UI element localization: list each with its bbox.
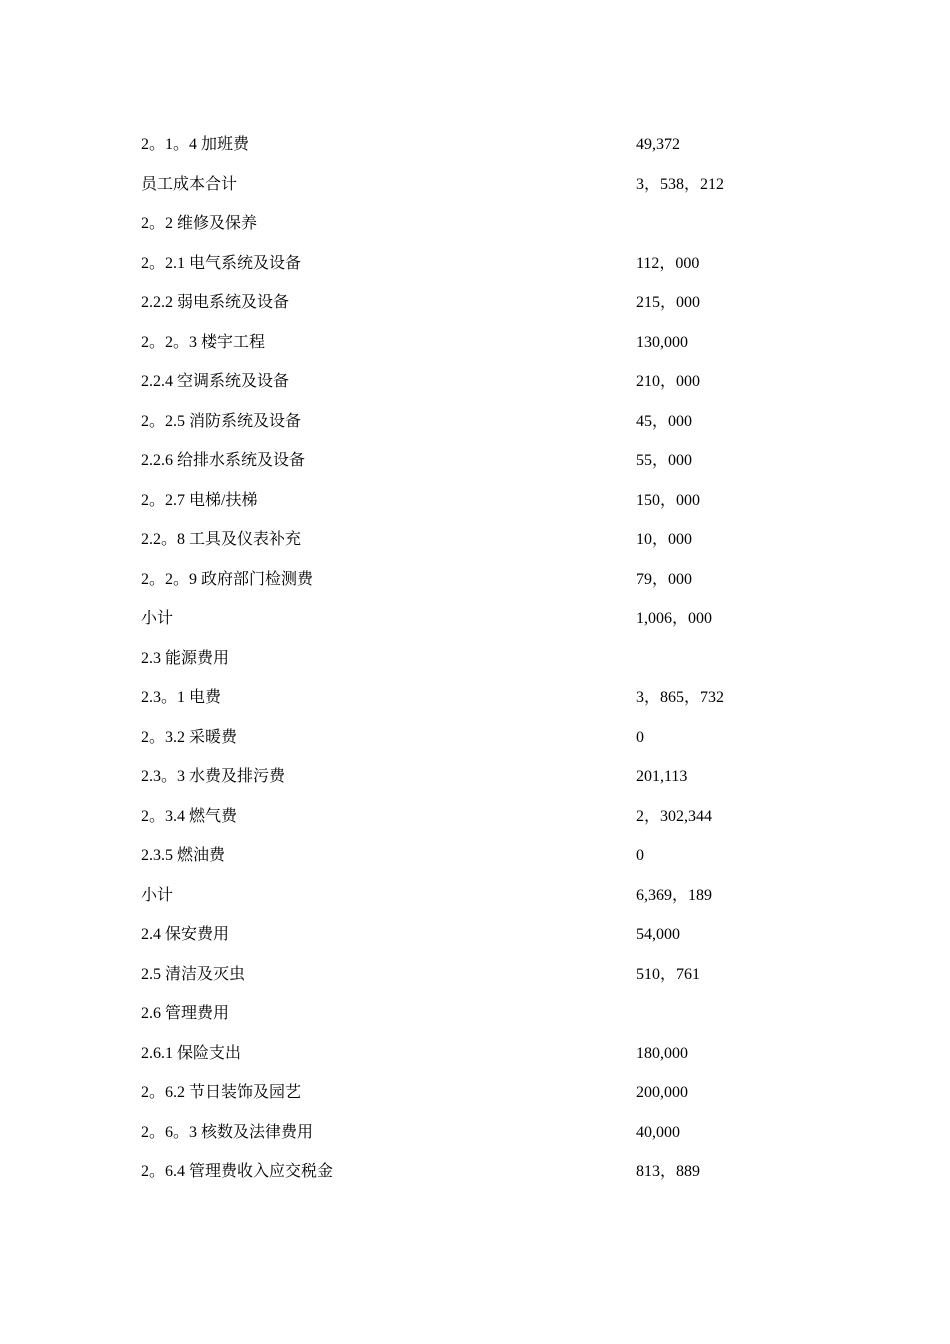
- row-label: 2.2.2 弱电系统及设备: [141, 294, 290, 311]
- row-label: 2.5 清洁及灭虫: [141, 965, 246, 983]
- row-value: 813，889: [636, 1163, 701, 1180]
- table-row: [141, 560, 821, 600]
- row-label: 2.2.4 空调系统及设备: [141, 373, 290, 390]
- row-value: 200,000: [636, 1084, 688, 1101]
- row-label: 2。2。9 政府部门检测费: [141, 570, 314, 588]
- row-label: 2.3.5 燃油费: [141, 847, 226, 864]
- row-label: 2。3.2 采暖费: [141, 728, 238, 746]
- row-label: 2。3.4 燃气费: [141, 807, 238, 825]
- table-row: [141, 876, 821, 916]
- row-value: 130,000: [636, 333, 688, 351]
- table-row: [141, 718, 821, 758]
- row-label: 2。1。4 加班费: [141, 136, 250, 153]
- table-row: [141, 481, 821, 521]
- table-row: [141, 836, 821, 876]
- row-value: 3，538，212: [636, 175, 725, 193]
- row-label: 2。2 维修及保养: [141, 215, 258, 232]
- table-row: [141, 678, 821, 718]
- row-value: 45，000: [636, 412, 693, 430]
- table-row: [141, 639, 821, 679]
- row-value: 510，761: [636, 965, 701, 983]
- row-label: 2。2.7 电梯/扶梯: [141, 491, 258, 509]
- row-value: 150，000: [636, 491, 701, 509]
- row-value: 112，000: [636, 254, 700, 272]
- table-row: [141, 283, 821, 323]
- row-label: 小计: [141, 886, 174, 904]
- table-row: [141, 955, 821, 995]
- row-label: 2.6 管理费用: [141, 1005, 230, 1022]
- row-label: 2。6。3 核数及法律费用: [141, 1123, 314, 1141]
- row-value: 0: [636, 728, 644, 746]
- row-label: 2。6.4 管理费收入应交税金: [141, 1163, 334, 1180]
- row-label: 2.3。3 水费及排污费: [141, 768, 286, 785]
- row-label: 2.2。8 工具及仪表补充: [141, 531, 302, 548]
- table-row: [141, 165, 821, 205]
- table-row: [141, 402, 821, 442]
- row-value: 180,000: [636, 1044, 688, 1062]
- row-value: 6,369，189: [636, 886, 713, 904]
- row-value: 201,113: [636, 768, 688, 785]
- row-value: 10，000: [636, 531, 693, 548]
- table-row: [141, 797, 821, 837]
- table-row: [141, 1034, 821, 1074]
- row-value: 40,000: [636, 1123, 680, 1141]
- row-value: 54,000: [636, 926, 680, 943]
- row-value: 1,006，000: [636, 610, 713, 627]
- table-row: [141, 915, 821, 955]
- row-label: 2。2.5 消防系统及设备: [141, 412, 302, 430]
- table-row: [141, 204, 821, 244]
- table-row: [141, 599, 821, 639]
- table-row: [141, 323, 821, 363]
- row-label: 员工成本合计: [141, 175, 238, 193]
- table-row: [141, 757, 821, 797]
- row-value: 55，000: [636, 452, 693, 469]
- row-label: 2。6.2 节日装饰及园艺: [141, 1084, 302, 1101]
- row-label: 2。2。3 楼宇工程: [141, 333, 266, 351]
- cost-table: [141, 125, 821, 1192]
- table-row: [141, 441, 821, 481]
- row-label: 2.4 保安费用: [141, 926, 230, 943]
- table-row: [141, 362, 821, 402]
- row-value: 215，000: [636, 294, 701, 311]
- row-label: 2.3。1 电费: [141, 689, 222, 706]
- table-row: [141, 994, 821, 1034]
- row-value: 2，302,344: [636, 807, 713, 825]
- table-row: [141, 1152, 821, 1192]
- row-value: 79，000: [636, 570, 693, 588]
- table-row: [141, 1113, 821, 1153]
- row-label: 2.6.1 保险支出: [141, 1044, 242, 1062]
- table-row: [141, 520, 821, 560]
- table-row: [141, 244, 821, 284]
- row-label: 2.2.6 给排水系统及设备: [141, 452, 306, 469]
- table-row: [141, 125, 821, 165]
- row-value: 0: [636, 847, 644, 864]
- row-label: 2。2.1 电气系统及设备: [141, 254, 302, 272]
- row-value: 210，000: [636, 373, 701, 390]
- table-row: [141, 1073, 821, 1113]
- row-label: 小计: [141, 610, 174, 627]
- row-value: 49,372: [636, 136, 680, 153]
- row-label: 2.3 能源费用: [141, 649, 230, 667]
- row-value: 3，865，732: [636, 689, 725, 706]
